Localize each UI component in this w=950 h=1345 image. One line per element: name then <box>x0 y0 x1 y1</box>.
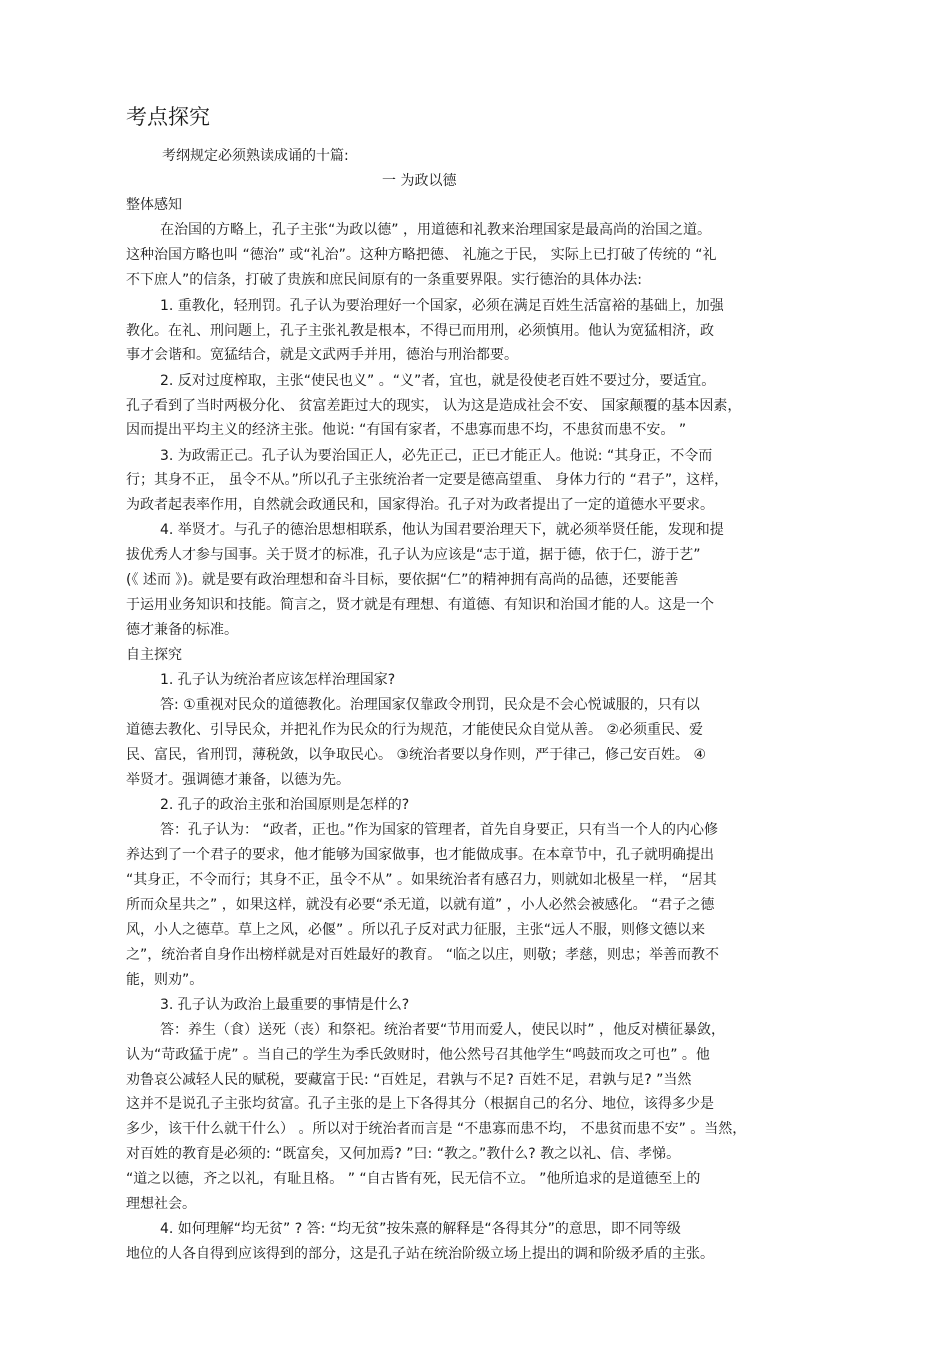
question-line: 3. 孔子认为政治上最重要的事情是什么? <box>160 997 410 1013</box>
answer-line: 答: ①重视对民众的道德教化。治理国家仅靠政令刑罚，民众是不会心悦诚服的，只有以 <box>160 697 700 713</box>
answer-line: 对百姓的教育是必须的: “既富矣，又何加焉? ”曰: “教之。”教什么? 教之以礼、信、孝悌。 <box>126 1146 681 1162</box>
answer-line: 民、富民，省刑罚，薄税敛，以争取民心。 ③统治者要以身作则，严于律己，修己安百姓。 ④ <box>126 747 706 763</box>
paragraph-line: 拔优秀人才参与国事。关于贤才的标准，孔子认为应该是“志于道，据于德，依于仁，游于艺” <box>126 547 701 563</box>
paragraph-line: 3. 为政需正己。孔子认为要治国正人，必先正己，正已才能正人。他说: “其身正，不令而 <box>160 448 713 464</box>
answer-line: 多少，该干什么就干什么） 。所以对于统治者而言是 “不患寡而患不均， 不患贫而患不安” 。当然， <box>126 1121 747 1137</box>
paragraph-line: 德才兼备的标准。 <box>126 622 238 638</box>
paragraph-line: 在治国的方略上，孔子主张“为政以德” ，用道德和礼教来治理国家是最高尚的治国之道。 <box>160 222 711 238</box>
paragraph-line: 4. 举贤才。与孔子的德治思想相联系，他认为国君要治理天下，就必须举贤任能，发现和提 <box>160 522 724 538</box>
answer-line: 养达到了一个君子的要求，他才能够为国家做事，也才能做成事。在本章节中，孔子就明确提出 <box>126 847 714 863</box>
question-line: 1. 孔子认为统治者应该怎样治理国家? <box>160 672 396 688</box>
paragraph-line: 因而提出平均主义的经济主张。他说: “有国有家者，不患寡而患不均，不患贫而患不安。 ” <box>126 422 687 438</box>
question-line: 2. 孔子的政治主张和治国原则是怎样的? <box>160 797 410 813</box>
paragraph-line: 教化。在礼、刑问题上，孔子主张礼教是根本，不得已而用刑，必须慎用。他认为宽猛相济，政 <box>126 323 714 339</box>
paragraph-line: 行；其身不正， 虽令不从。”所以孔子主张统治者一定要是德高望重、 身体力行的 “君子”，这样， <box>126 472 729 488</box>
section-heading-overview: 整体感知 <box>126 197 182 213</box>
paragraph-line: 这种治国方略也叫 “德治” 或“礼治”。这种方略把德、 礼施之于民， 实际上已打破了传统的 “礼 <box>126 247 717 263</box>
chapter-heading: 一 为政以德 <box>382 173 457 189</box>
question-line: 4. 如何理解“均无贫” ? 答: “均无贫”按朱熹的解释是“各得其分”的意思，即不同等级 <box>160 1221 681 1237</box>
answer-line: 答：养生（食）送死（丧）和祭祀。统治者要“节用而爱人，使民以时” ，他反对横征暴敛， <box>160 1022 725 1038</box>
paragraph-line: 为政者起表率作用，自然就会政通民和，国家得治。孔子对为政者提出了一定的道德水平要求。 <box>126 497 714 513</box>
paragraph-line: (《 述而 》)。就是要有政治理想和奋斗目标，要依据“仁”的精神拥有高尚的品德，还要能善 <box>126 572 679 588</box>
paragraph-line: 1. 重教化，轻刑罚。孔子认为要治理好一个国家，必须在满足百姓生活富裕的基础上，加强 <box>160 298 724 314</box>
paragraph-line: 不下庶人”的信条，打破了贵族和庶民间原有的一条重要界限。实行德治的具体办法: <box>126 272 642 288</box>
answer-line: 理想社会。 <box>126 1196 196 1212</box>
answer-line: 地位的人各自得到应该得到的部分，这是孔子站在统治阶级立场上提出的调和阶级矛盾的主张。 <box>126 1246 714 1262</box>
answer-line: 这并不是说孔子主张均贫富。孔子主张的是上下各得其分（根据自己的名分、地位，该得多少是 <box>126 1096 714 1112</box>
section-heading-self-study: 自主探究 <box>126 647 182 663</box>
page-title: 考点探究 <box>126 105 210 129</box>
answer-line: 风，小人之德草。草上之风，必偃” 。所以孔子反对武力征服，主张“远人不服，则修文德以来 <box>126 922 705 938</box>
answer-line: 认为“苛政猛于虎” 。当自己的学生为季氏敛财时，他公然号召其他学生“鸣鼓而攻之可也” 。他 <box>126 1047 710 1063</box>
paragraph-line: 事才会谐和。宽猛结合，就是文武两手并用，德治与刑治都要。 <box>126 347 518 363</box>
answer-line: 道德去教化、引导民众，并把礼作为民众的行为规范，才能使民众自觉从善。 ②必须重民、爱 <box>126 722 703 738</box>
answer-line: 之”，统治者自身作出榜样就是对百姓最好的教育。 “临之以庄，则敬；孝慈，则忠；举善而教不 <box>126 947 719 963</box>
answer-line: 答：孔子认为： “政者，正也。”作为国家的管理者，首先自身要正，只有当一个人的内心修 <box>160 822 718 838</box>
paragraph-line: 孔子看到了当时两极分化、 贫富差距过大的现实， 认为这是造成社会不安、 国家颠覆的基本因素， <box>126 398 742 414</box>
answer-line: “道之以德，齐之以礼，有耻且格。 ” “自古皆有死，民无信不立。 ”他所追求的是道德至上的 <box>126 1171 701 1187</box>
paragraph-line: 于运用业务知识和技能。简言之，贤才就是有理想、有道德、有知识和治国才能的人。这是一个 <box>126 597 714 613</box>
answer-line: 能，则劝”。 <box>126 972 204 988</box>
answer-line: 所而众星共之” ，如果这样，就没有必要“杀无道，以就有道” ，小人必然会被感化。 “君子之德 <box>126 897 715 913</box>
answer-line: 举贤才。强调德才兼备，以德为先。 <box>126 772 350 788</box>
answer-line: “其身正，不令而行；其身不正，虽令不从” 。如果统治者有感召力，则就如北极星一样， “居其 <box>126 872 717 888</box>
exam-outline-note: 考纲规定必须熟读成诵的十篇: <box>162 148 349 164</box>
answer-line: 劝鲁哀公减轻人民的赋税，要藏富于民: “百姓足，君孰与不足? 百姓不足，君孰与足? ”当然 <box>126 1072 692 1088</box>
paragraph-line: 2. 反对过度榨取，主张“使民也义” 。“义”者，宜也，就是役使老百姓不要过分，要适宜。 <box>160 373 716 389</box>
